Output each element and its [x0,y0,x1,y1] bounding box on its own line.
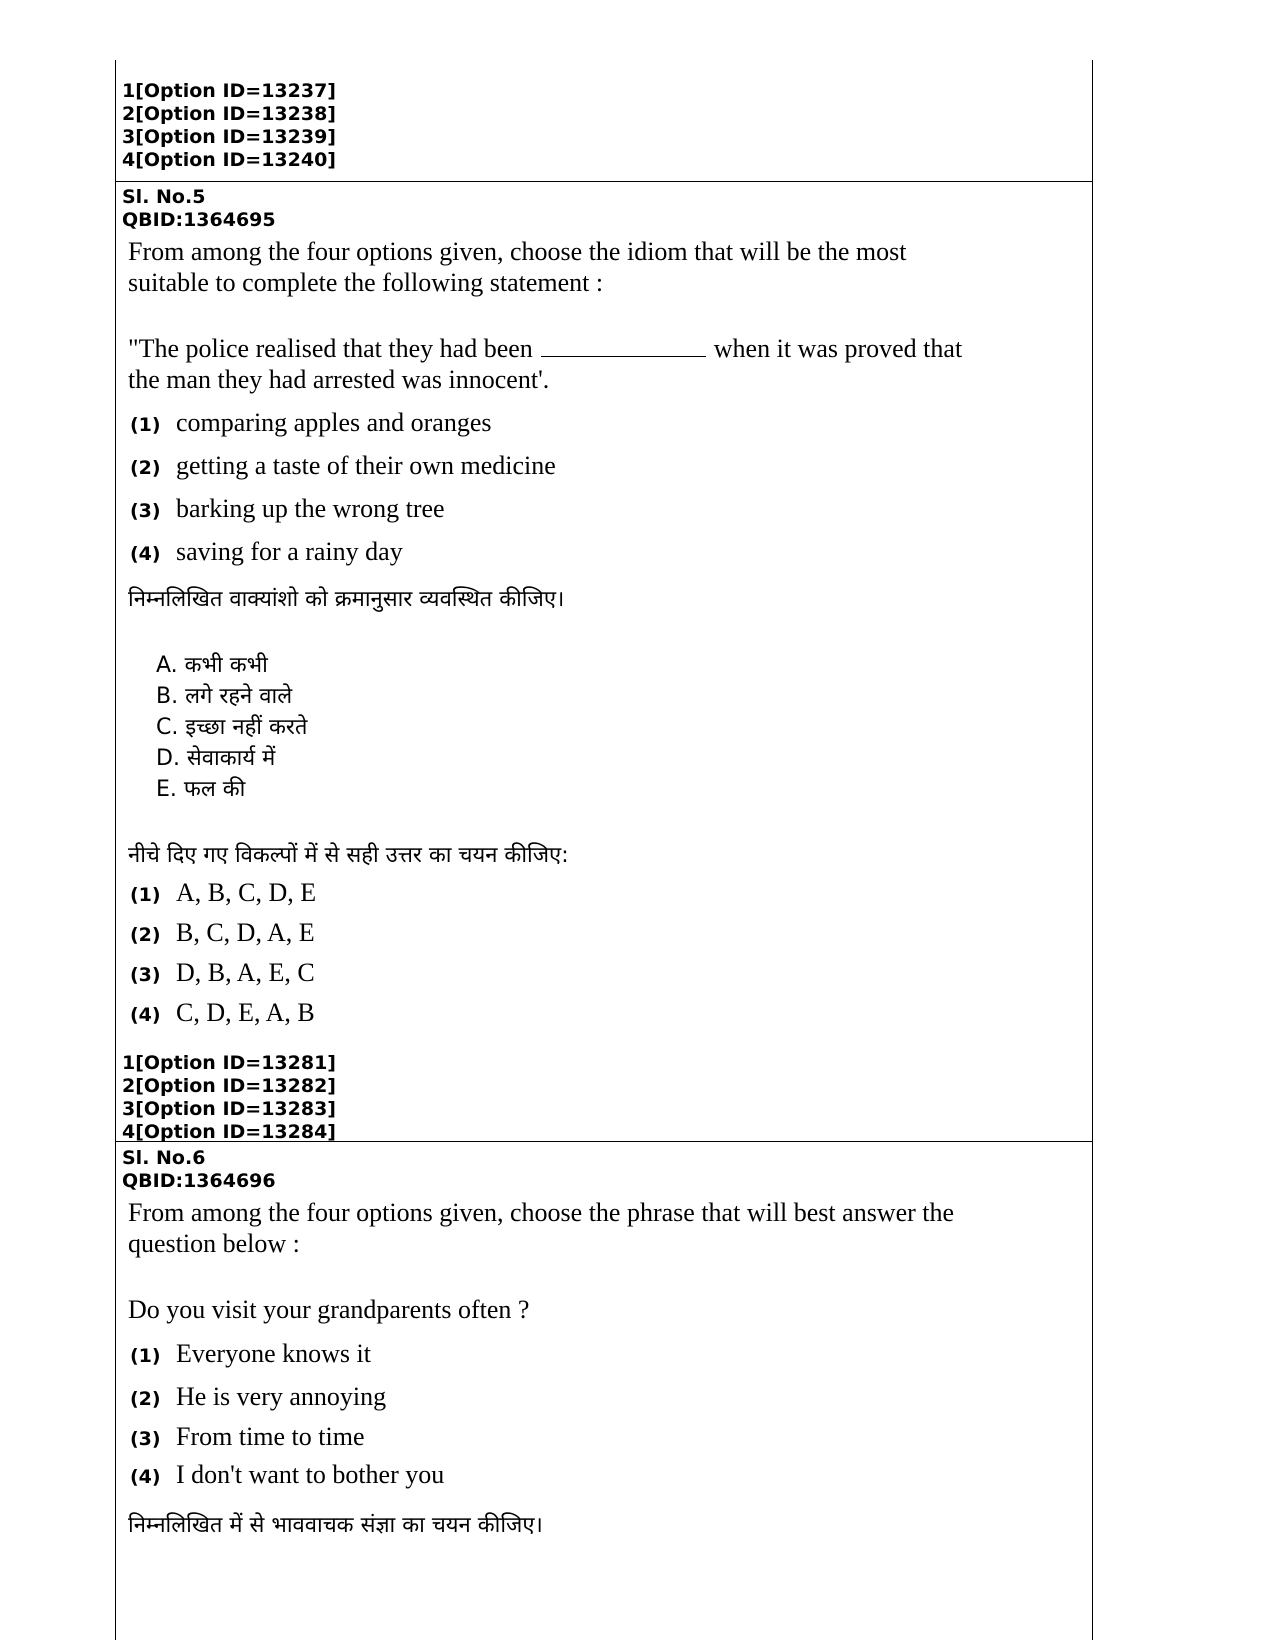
option-id: 1[Option ID=13237] [122,80,336,102]
option-number: (4) [130,1466,161,1488]
question-bank-id: QBID:1364695 [122,209,276,231]
statement-part: "The police realised that they had been [128,334,533,363]
hindi-item: C. इच्छा नहीं करते [156,715,308,740]
option-id: 1[Option ID=13281] [122,1052,336,1074]
question-prompt: suitable to complete the following statement : [128,268,604,297]
option-text: From time to time [176,1422,365,1451]
serial-number: Sl. No.6 [122,1147,206,1169]
option-text: saving for a rainy day [176,537,403,566]
option-text: He is very annoying [176,1382,387,1411]
hindi-item: E. फल की [156,777,246,802]
option-text: B, C, D, A, E [176,918,315,947]
question-text: Do you visit your grandparents often ? [128,1295,530,1324]
option-id: 3[Option ID=13239] [122,126,336,148]
option-text: D, B, A, E, C [176,958,315,987]
option-text: Everyone knows it [176,1339,371,1368]
option-id: 4[Option ID=13240] [122,149,336,171]
option-text: C, D, E, A, B [176,998,315,1027]
option-text: A, B, C, D, E [176,878,317,907]
option-number: (1) [130,414,161,436]
option-id: 4[Option ID=13284] [122,1121,336,1143]
hindi-item: D. सेवाकार्य में [156,746,276,771]
option-number: (2) [130,1388,161,1410]
option-id: 3[Option ID=13283] [122,1098,336,1120]
hindi-item: B. लगे रहने वाले [156,684,293,709]
statement-part: when it was proved that [713,334,963,363]
option-text: getting a taste of their own medicine [176,451,556,480]
hindi-instruction: नीचे दिए गए विकल्पों में से सही उत्तर का चयन कीजिए: [128,843,569,868]
option-number: (3) [130,500,161,522]
hindi-item: A. कभी कभी [156,653,268,678]
question-prompt: From among the four options given, choose the idiom that will be the most [128,237,907,266]
question-prompt: question below : [128,1229,300,1258]
option-number: (2) [130,924,161,946]
statement-line [128,333,962,364]
hindi-prompt: निम्नलिखित में से भाववाचक संज्ञा का चयन कीजिए। [128,1513,543,1538]
option-id: 2[Option ID=13238] [122,103,336,125]
option-text: barking up the wrong tree [176,494,445,523]
question-prompt: From among the four options given, choose the phrase that will best answer the [128,1198,955,1227]
question-bank-id: QBID:1364696 [122,1170,276,1192]
row-divider [115,181,1093,182]
option-text: I don't want to bother you [176,1460,445,1489]
option-number: (1) [130,884,161,906]
hindi-prompt: निम्नलिखित वाक्यांशो को क्रमानुसार व्यवस्थित कीजिए। [128,587,565,612]
option-text: comparing apples and oranges [176,408,492,437]
fill-blank [541,334,706,357]
serial-number: Sl. No.5 [122,186,206,208]
option-number: (4) [130,543,161,565]
option-number: (3) [130,1428,161,1450]
option-number: (2) [130,457,161,479]
option-id: 2[Option ID=13282] [122,1075,336,1097]
option-number: (4) [130,1004,161,1026]
option-number: (3) [130,964,161,986]
statement-line: the man they had arrested was innocent'. [128,365,550,394]
option-number: (1) [130,1345,161,1367]
